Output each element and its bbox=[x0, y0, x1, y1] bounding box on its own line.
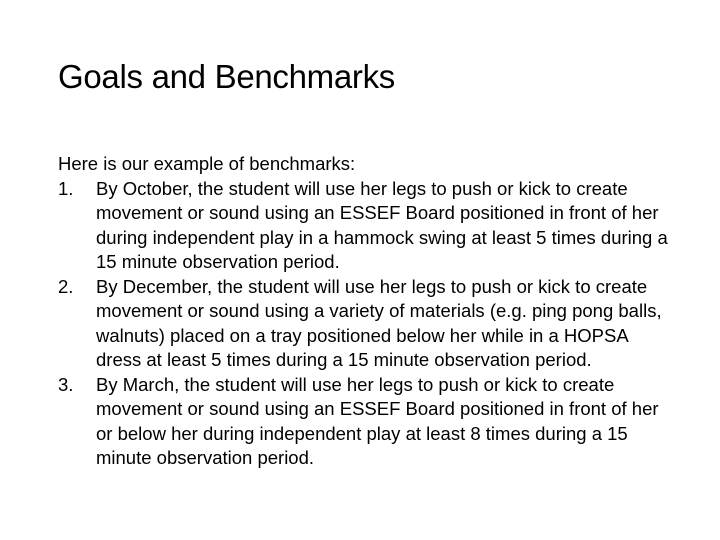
item-text: By October, the student will use her legs to push or kick to create movement or sound using an ESSEF Board positioned in front of her during independent play in a hammock swing at least 5 times during a 15 minute observation period. bbox=[96, 177, 668, 272]
item-number: 2. bbox=[58, 275, 74, 297]
list-item bbox=[58, 373, 678, 471]
item-number: 1. bbox=[58, 177, 74, 199]
list-item bbox=[58, 177, 678, 275]
item-number: 3. bbox=[58, 373, 74, 395]
list-item bbox=[58, 275, 678, 373]
benchmark-list bbox=[58, 177, 678, 471]
item-text: By March, the student will use her legs to push or kick to create movement or sound using an ESSEF Board positioned in front of her or below her during independent play at least 8 times during a 15 minute observation period. bbox=[96, 373, 659, 468]
item-text: By December, the student will use her legs to push or kick to create movement or sound using a variety of materials (e.g. ping pong balls, walnuts) placed on a tray positioned below her while in a HOPSA dress at least 5 times during a 15 minute observation period. bbox=[96, 275, 662, 370]
slide-title: Goals and Benchmarks bbox=[58, 58, 396, 95]
slide-body bbox=[58, 152, 678, 471]
intro-text: Here is our example of benchmarks: bbox=[58, 153, 356, 174]
